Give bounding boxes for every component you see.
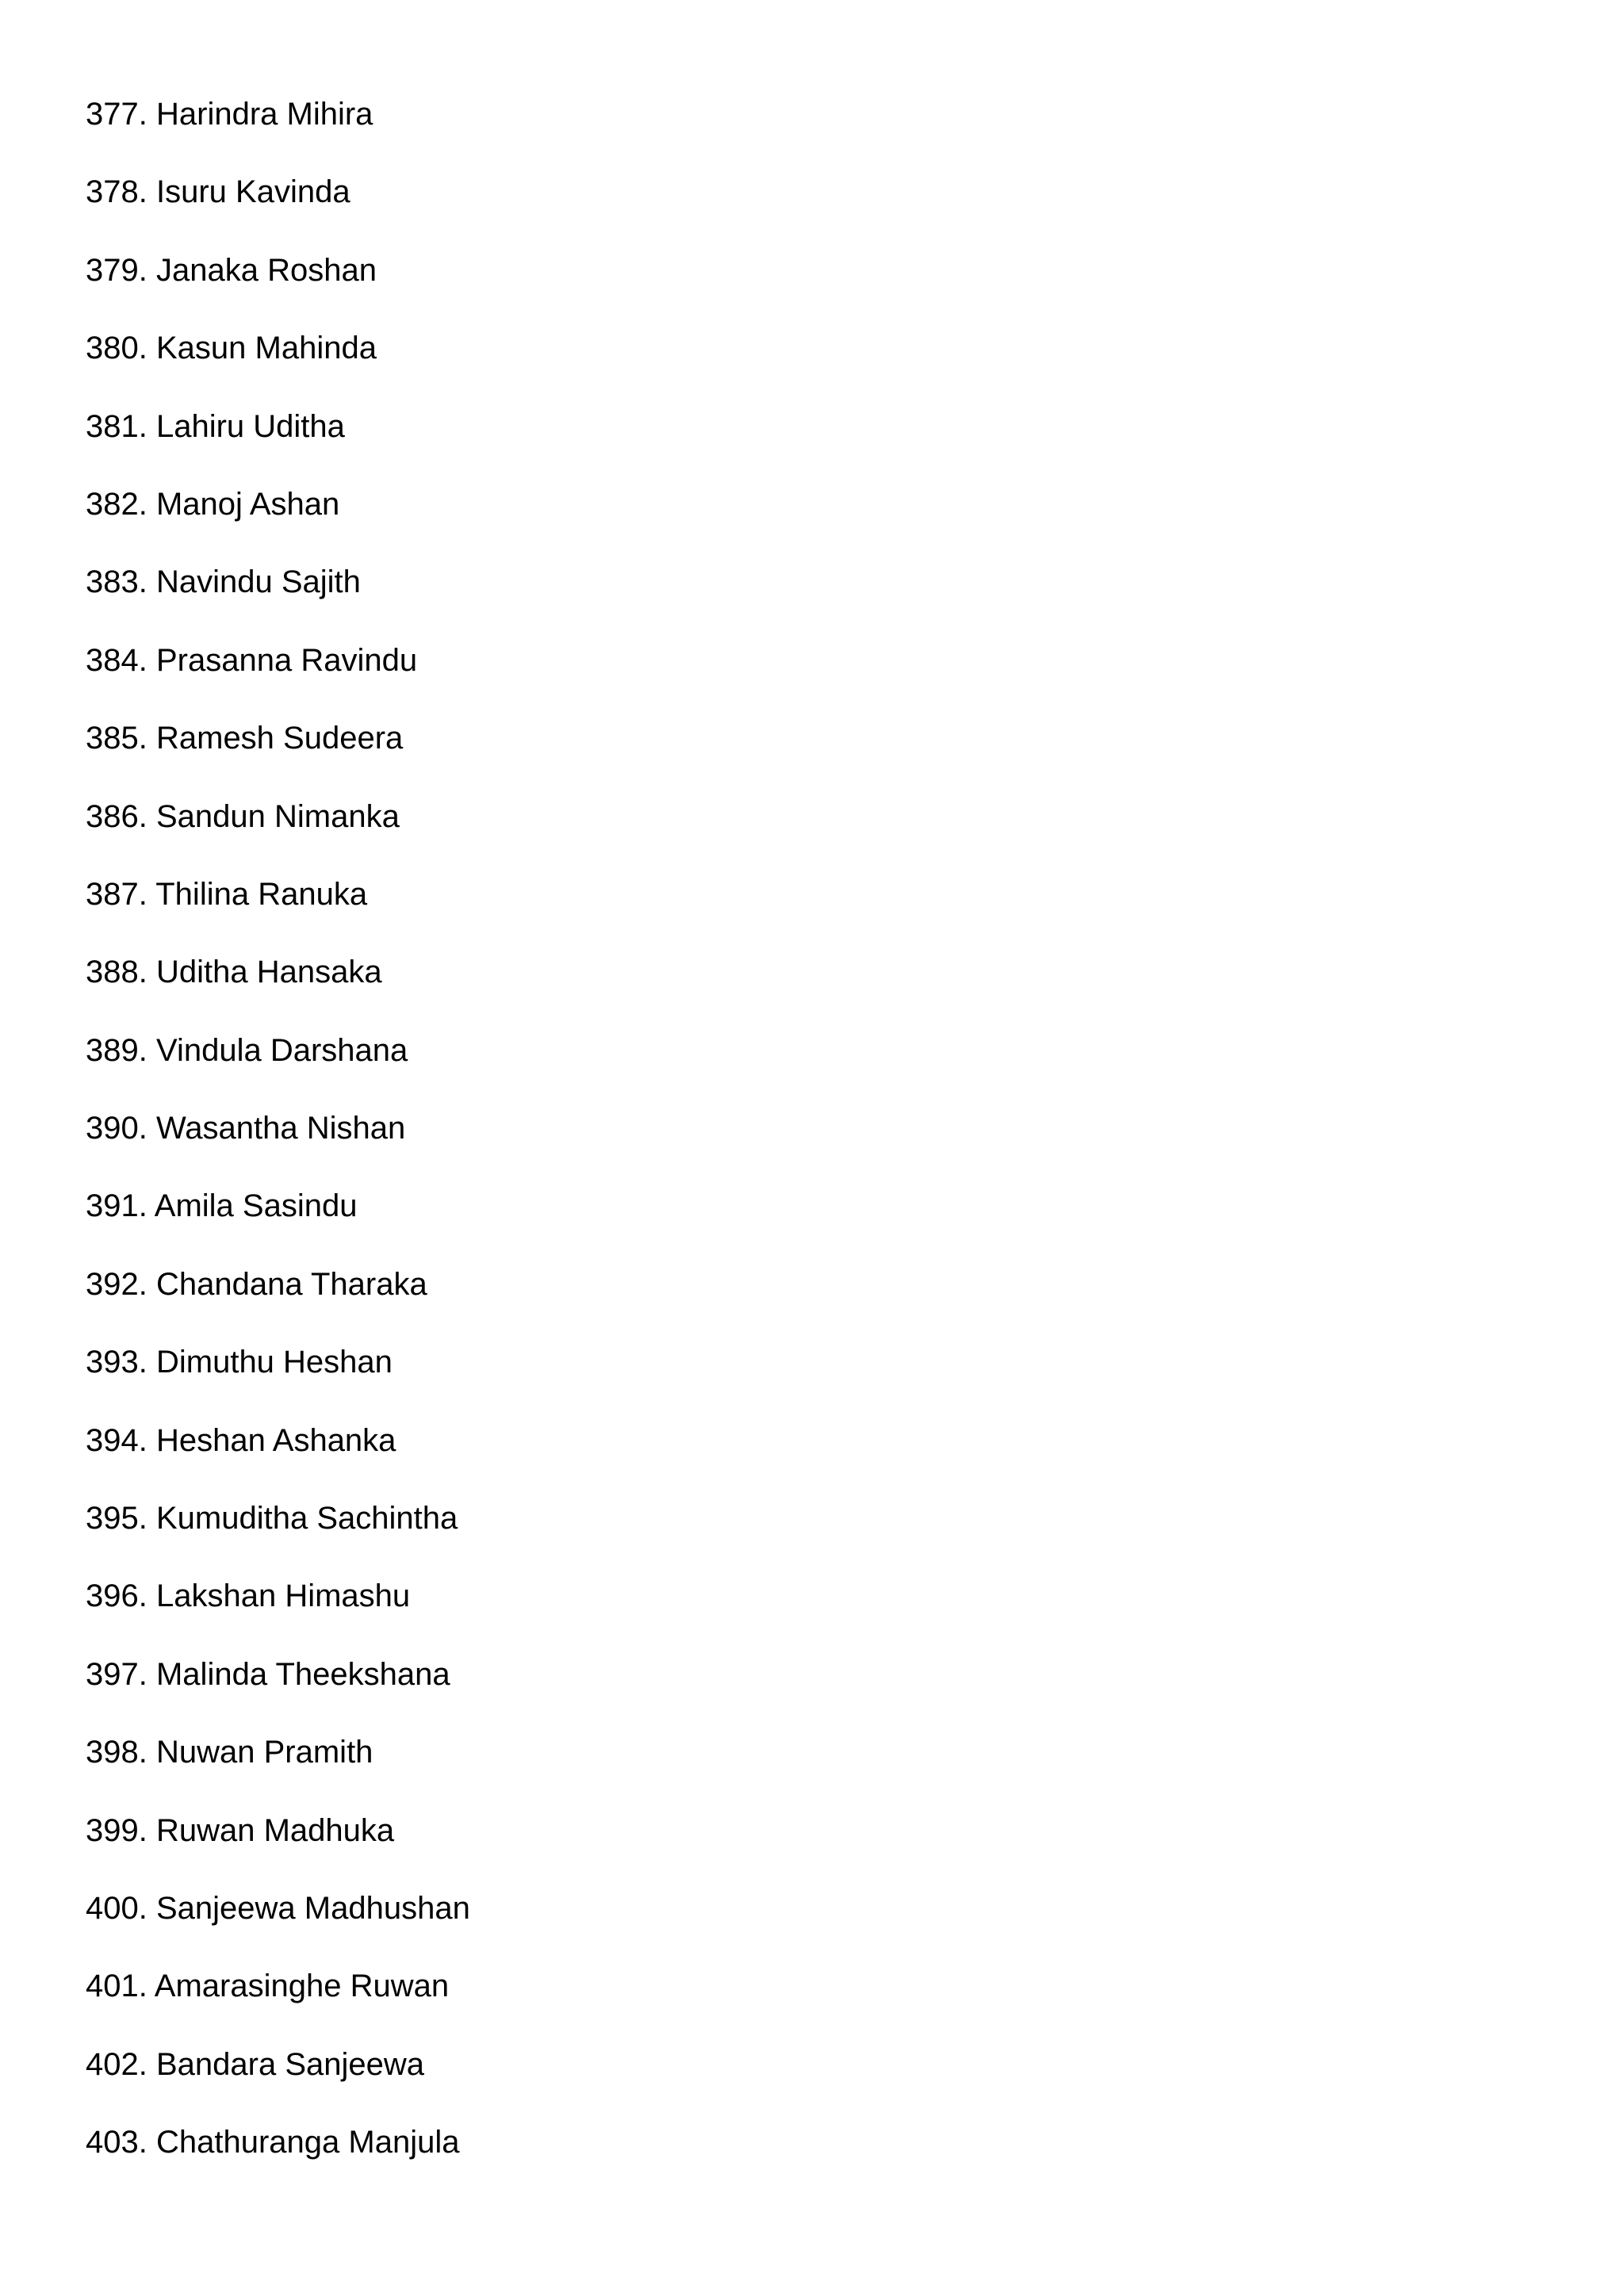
list-item [86, 2045, 470, 2123]
list-item [86, 329, 470, 407]
item-number: 393. [86, 1345, 147, 1380]
item-name: Dimuthu Heshan [155, 1345, 393, 1380]
item-name: Wasantha Nishan [155, 1111, 406, 1146]
list-item [86, 1812, 470, 1889]
item-name: Navindu Sajith [155, 564, 361, 600]
item-name: Kumuditha Sachintha [155, 1501, 458, 1536]
item-name: Heshan Ashanka [155, 1422, 396, 1458]
item-name: Kasun Mahinda [155, 331, 377, 366]
item-number: 394. [86, 1422, 147, 1458]
item-number: 398. [86, 1735, 147, 1770]
item-number: 399. [86, 1812, 147, 1848]
list-item [86, 485, 470, 563]
item-name: Thilina Ranuka [155, 876, 368, 912]
item-number: 379. [86, 252, 147, 288]
list-item [86, 1265, 470, 1343]
item-number: 377. [86, 97, 147, 132]
list-item [86, 953, 470, 1031]
list-item [86, 1422, 470, 1499]
item-number: 378. [86, 174, 147, 210]
list-item [86, 1967, 470, 2045]
item-name: Chathuranga Manjula [155, 2125, 460, 2160]
item-name: Isuru Kavinda [155, 174, 350, 210]
list-item [86, 1577, 470, 1655]
item-number: 395. [86, 1501, 147, 1536]
list-item [86, 1109, 470, 1187]
item-name: Amila Sasindu [154, 1188, 358, 1224]
item-name: Vindula Darshana [155, 1032, 408, 1068]
list-item [86, 1187, 470, 1265]
list-item [86, 798, 470, 875]
item-name: Ruwan Madhuka [155, 1812, 395, 1848]
item-number: 391. [86, 1188, 147, 1224]
item-name: Lakshan Himashu [155, 1578, 411, 1614]
item-number: 392. [86, 1266, 147, 1302]
list-item [86, 1889, 470, 1967]
item-number: 386. [86, 798, 147, 834]
item-name: Harindra Mihira [155, 97, 373, 132]
item-number: 383. [86, 564, 147, 600]
list-item [86, 95, 470, 173]
item-name: Prasanna Ravindu [155, 642, 418, 678]
item-number: 387. [86, 876, 147, 912]
item-name: Sandun Nimanka [155, 798, 400, 834]
item-name: Manoj Ashan [155, 486, 340, 522]
list-item [86, 1343, 470, 1421]
item-name: Bandara Sanjeewa [155, 2046, 425, 2082]
name-list [86, 95, 470, 2202]
item-number: 382. [86, 486, 147, 522]
item-number: 403. [86, 2125, 147, 2160]
item-name: Janaka Roshan [155, 252, 377, 288]
item-name: Nuwan Pramith [155, 1735, 373, 1770]
item-name: Uditha Hansaka [155, 955, 382, 990]
item-number: 384. [86, 642, 147, 678]
item-number: 401. [86, 1969, 147, 2004]
list-item [86, 875, 470, 953]
item-name: Sanjeewa Madhushan [155, 1890, 470, 1926]
list-item [86, 2123, 470, 2201]
item-number: 388. [86, 955, 147, 990]
list-item [86, 1031, 470, 1109]
item-name: Chandana Tharaka [155, 1266, 427, 1302]
item-number: 390. [86, 1111, 147, 1146]
item-name: Malinda Theekshana [155, 1656, 450, 1692]
list-item [86, 408, 470, 485]
item-number: 400. [86, 1890, 147, 1926]
item-number: 396. [86, 1578, 147, 1614]
item-number: 397. [86, 1656, 147, 1692]
list-item [86, 641, 470, 719]
item-name: Lahiru Uditha [155, 408, 345, 444]
item-number: 381. [86, 408, 147, 444]
item-name: Amarasinghe Ruwan [154, 1969, 450, 2004]
item-number: 389. [86, 1032, 147, 1068]
list-item [86, 1655, 470, 1733]
list-item [86, 173, 470, 251]
list-item [86, 563, 470, 641]
item-number: 385. [86, 721, 147, 756]
list-item [86, 719, 470, 797]
list-item [86, 1733, 470, 1811]
item-number: 402. [86, 2046, 147, 2082]
item-name: Ramesh Sudeera [155, 721, 404, 756]
list-item [86, 251, 470, 329]
item-number: 380. [86, 331, 147, 366]
list-item [86, 1499, 470, 1577]
